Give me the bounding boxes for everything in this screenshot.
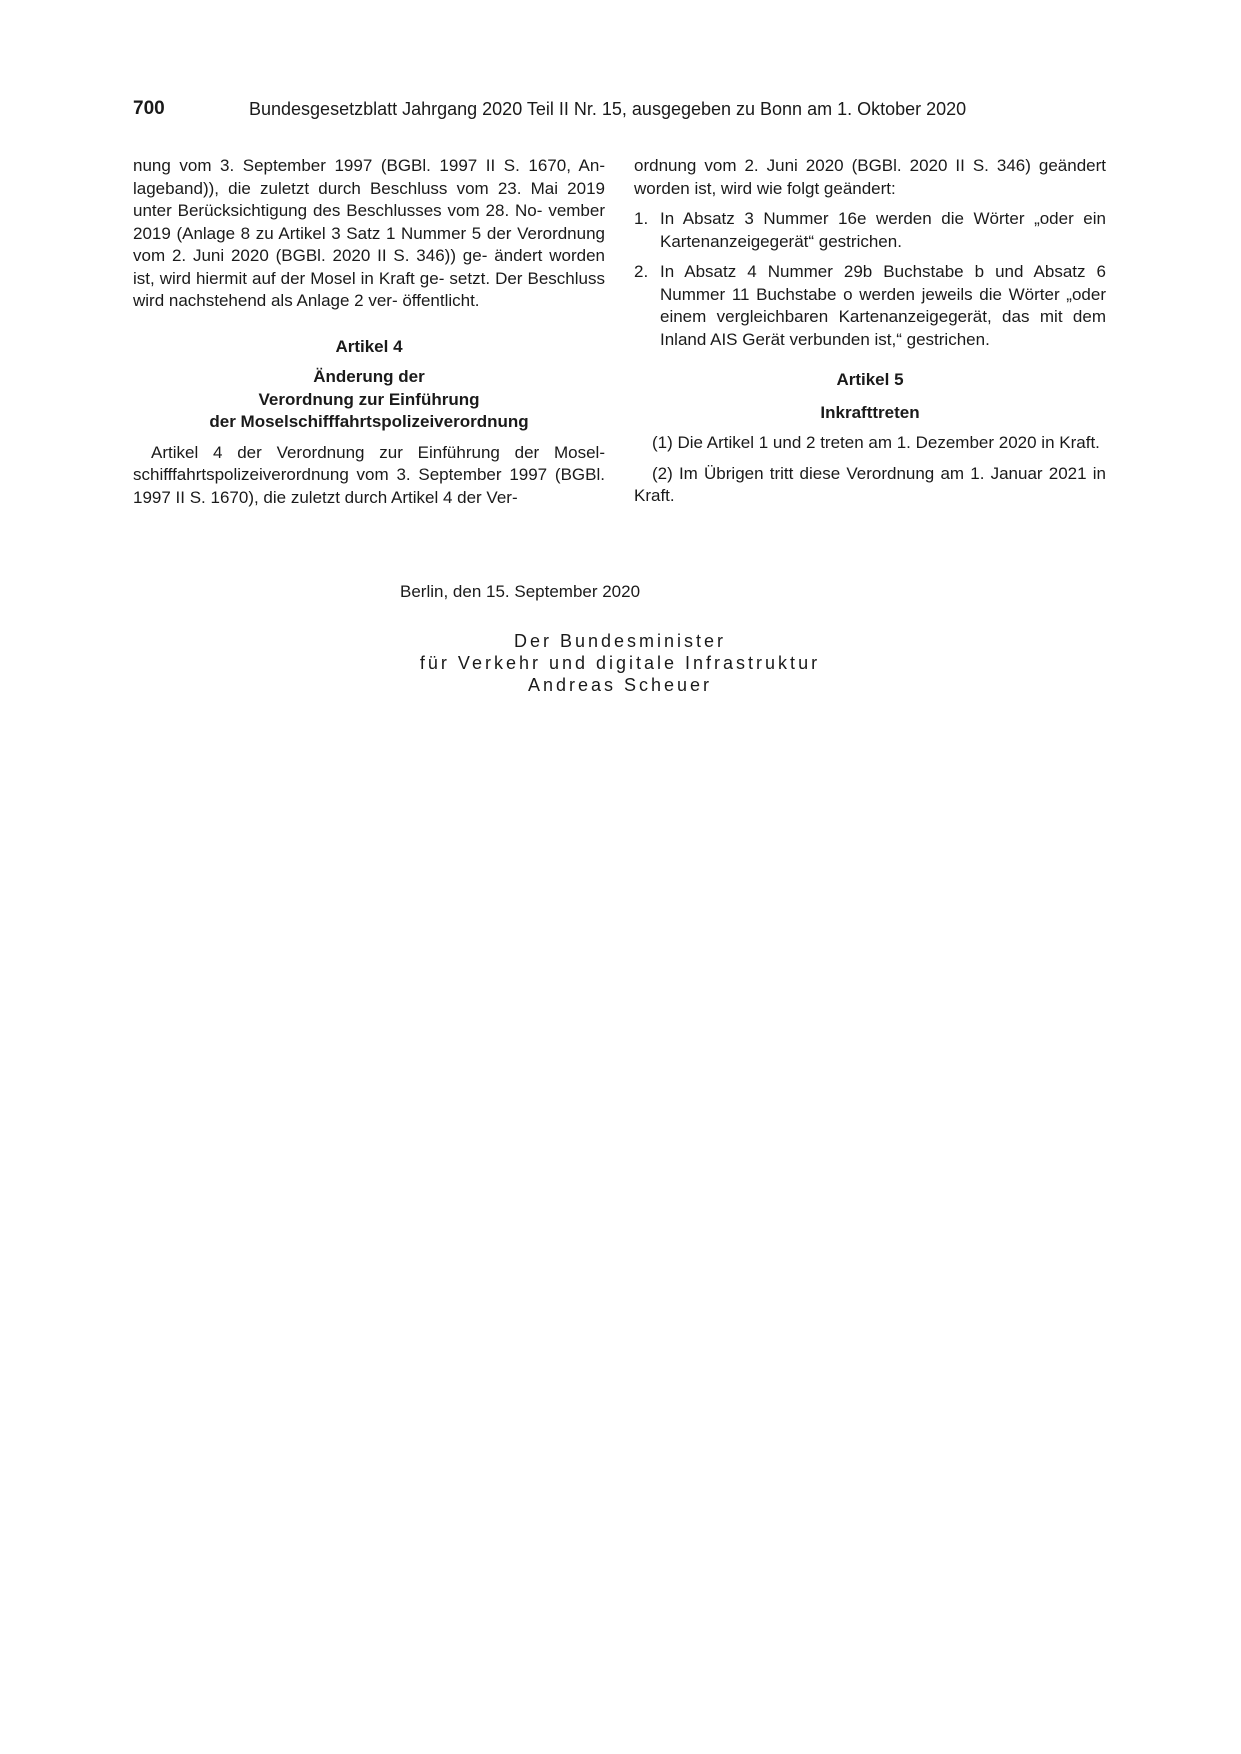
text-line: nung vom 3. September 1997 (BGBl. 1997 II S. 1670, An- — [133, 156, 605, 175]
text-line: (BGBl. 1997 II S. 1670), die zuletzt durch Artikel 4 der Ver- — [133, 465, 605, 507]
text-line: Kartenanzeigegerät“ gestrichen. — [660, 231, 902, 251]
continuation-paragraph — [133, 155, 605, 313]
text-line: öffentlicht. — [402, 291, 480, 310]
left-column — [133, 155, 605, 509]
page-number: 700 — [133, 98, 165, 119]
article-5-heading: Artikel 5 — [836, 370, 904, 389]
article-4-subheading — [133, 366, 605, 434]
item-number: 1. — [634, 209, 649, 228]
gazette-title: Bundesgesetzblatt Jahrgang 2020 Teil II Nr. 15, ausgegeben zu Bonn am 1. Oktober 2020 — [249, 99, 967, 119]
signature-title: Der Bundesminister — [513, 631, 727, 651]
text-line: „oder einem vergleichbaren Kartenanzeigegerät, das — [660, 284, 1106, 326]
paragraph-2: (2) Im Übrigen tritt diese Verordnung am 1. Januar 2021 in Kraft. — [634, 463, 1106, 505]
list-item — [634, 208, 1106, 253]
text-line: unter Berücksichtigung des Beschlusses vom 28. No- — [133, 201, 543, 220]
list-item — [634, 261, 1106, 351]
text-line: vember 2019 (Anlage 8 zu Artikel 3 Satz 1 Nummer 5 der — [133, 201, 605, 243]
subheading-line: Verordnung zur Einführung — [258, 389, 480, 409]
item-number: 2. — [634, 262, 649, 281]
right-column — [634, 155, 1106, 508]
text-line: ordnung vom 2. Juni 2020 (BGBl. 2020 II S. 346) geändert — [634, 156, 1106, 175]
text-line: lageband)), die zuletzt durch Beschluss vom 23. Mai 2019 — [133, 178, 605, 198]
text-line: Nummer 11 Buchstabe o werden jeweils die Wörter — [660, 284, 1060, 304]
text-line: ändert worden ist, wird hiermit auf der Mosel in Kraft ge- — [133, 246, 605, 288]
subheading-line: der Moselschifffahrtspolizeiverordnung — [209, 412, 529, 431]
article-5-subheading: Inkrafttreten — [820, 402, 920, 422]
place-date: Berlin, den 15. September 2020 — [400, 582, 641, 601]
continuation-paragraph — [634, 155, 1106, 200]
text-line: mit dem Inland AIS Gerät verbunden ist,“ gestrichen. — [660, 307, 1106, 349]
text-line: Artikel 4 der Verordnung zur Einführung der Mosel- — [151, 442, 605, 462]
amendment-list — [634, 208, 1106, 351]
article-4-body — [133, 442, 605, 510]
signature-name: Andreas Scheuer — [527, 675, 713, 695]
text-line: In Absatz 4 Nummer 29b Buchstabe b und Absatz 6 — [660, 262, 1106, 281]
paragraph-1: (1) Die Artikel 1 und 2 treten am 1. Dezember 2020 in Kraft. — [652, 433, 1100, 452]
text-line: In Absatz 3 Nummer 16e werden die Wörter „oder ein — [660, 209, 1106, 228]
text-line: schifffahrtspolizeiverordnung vom 3. September 1997 — [133, 465, 548, 484]
signature-block — [320, 630, 920, 696]
text-line: worden ist, wird wie folgt geändert: — [634, 178, 896, 198]
signature-ministry: für Verkehr und digitale Infrastruktur — [419, 653, 821, 673]
article-4-heading: Artikel 4 — [335, 336, 403, 356]
text-line: Verordnung vom 2. Juni 2020 (BGBl. 2020 II S. 346)) ge- — [133, 223, 605, 265]
page-header — [133, 98, 1101, 126]
text-line: setzt. Der Beschluss wird nachstehend als Anlage 2 ver- — [133, 268, 605, 310]
subheading-line: Änderung der — [313, 367, 425, 386]
